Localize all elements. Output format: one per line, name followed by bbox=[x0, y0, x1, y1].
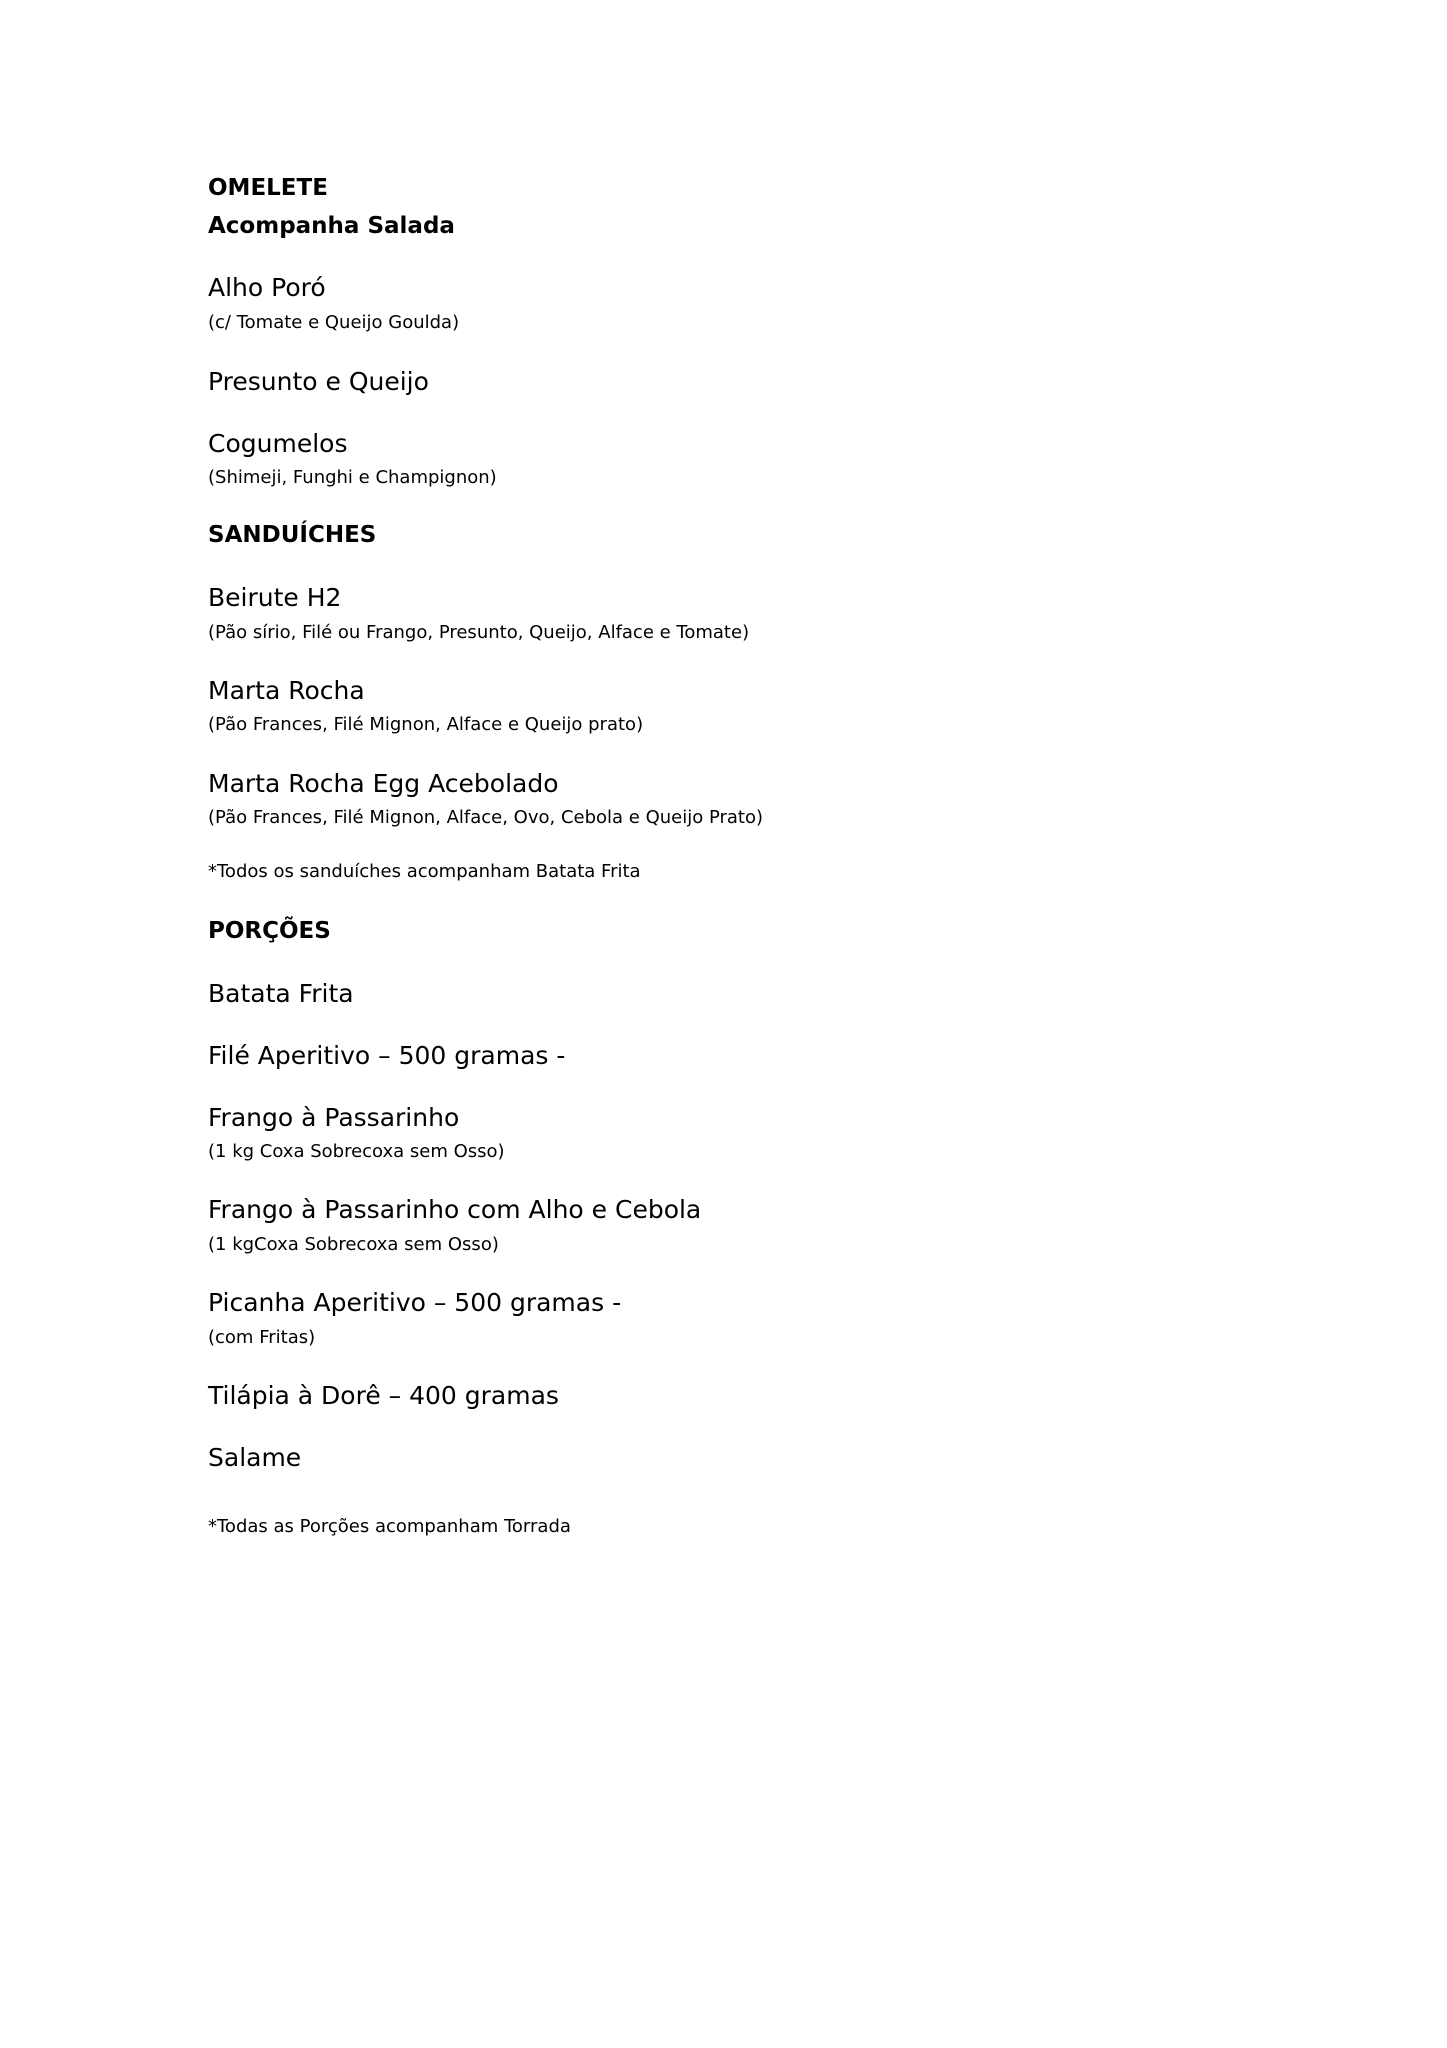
menu-item-name: Beirute H2 bbox=[208, 583, 342, 612]
menu-item-name: Salame bbox=[208, 1443, 302, 1472]
menu-item-name: Presunto e Queijo bbox=[208, 367, 429, 396]
menu-item-description: (1 kgCoxa Sobrecoxa sem Osso) bbox=[208, 1234, 499, 1255]
porcoes-note: *Todas as Porções acompanham Torrada bbox=[208, 1516, 571, 1537]
menu-item-name: Frango à Passarinho com Alho e Cebola bbox=[208, 1195, 702, 1224]
menu-item-description: (com Fritas) bbox=[208, 1327, 316, 1348]
menu-item-name: Alho Poró bbox=[208, 273, 326, 302]
menu-item-description: (1 kg Coxa Sobrecoxa sem Osso) bbox=[208, 1141, 505, 1162]
menu-item-name: Frango à Passarinho bbox=[208, 1103, 460, 1132]
menu-item-name: Cogumelos bbox=[208, 429, 348, 458]
menu-item-name: Marta Rocha Egg Acebolado bbox=[208, 769, 559, 798]
sanduiches-note: *Todos os sanduíches acompanham Batata Frita bbox=[208, 861, 641, 882]
menu-item-description: (Pão Frances, Filé Mignon, Alface, Ovo, Cebola e Queijo Prato) bbox=[208, 807, 764, 828]
sanduiches-heading: SANDUÍCHES bbox=[208, 522, 377, 548]
omelete-subheading: Acompanha Salada bbox=[208, 213, 455, 239]
menu-item-name: Marta Rocha bbox=[208, 676, 365, 705]
menu-item-name: Picanha Aperitivo – 500 gramas - bbox=[208, 1288, 622, 1317]
menu-item-description: (Pão Frances, Filé Mignon, Alface e Queijo prato) bbox=[208, 714, 644, 735]
menu-item-name: Filé Aperitivo – 500 gramas - bbox=[208, 1041, 566, 1070]
menu-item-description: (c/ Tomate e Queijo Goulda) bbox=[208, 312, 460, 333]
menu-item-name: Batata Frita bbox=[208, 979, 354, 1008]
menu-item-description: (Pão sírio, Filé ou Frango, Presunto, Queijo, Alface e Tomate) bbox=[208, 622, 750, 643]
menu-item-name: Tilápia à Dorê – 400 gramas bbox=[208, 1381, 559, 1410]
omelete-heading: OMELETE bbox=[208, 175, 328, 201]
menu-item-description: (Shimeji, Funghi e Champignon) bbox=[208, 467, 497, 488]
porcoes-heading: PORÇÕES bbox=[208, 918, 331, 944]
